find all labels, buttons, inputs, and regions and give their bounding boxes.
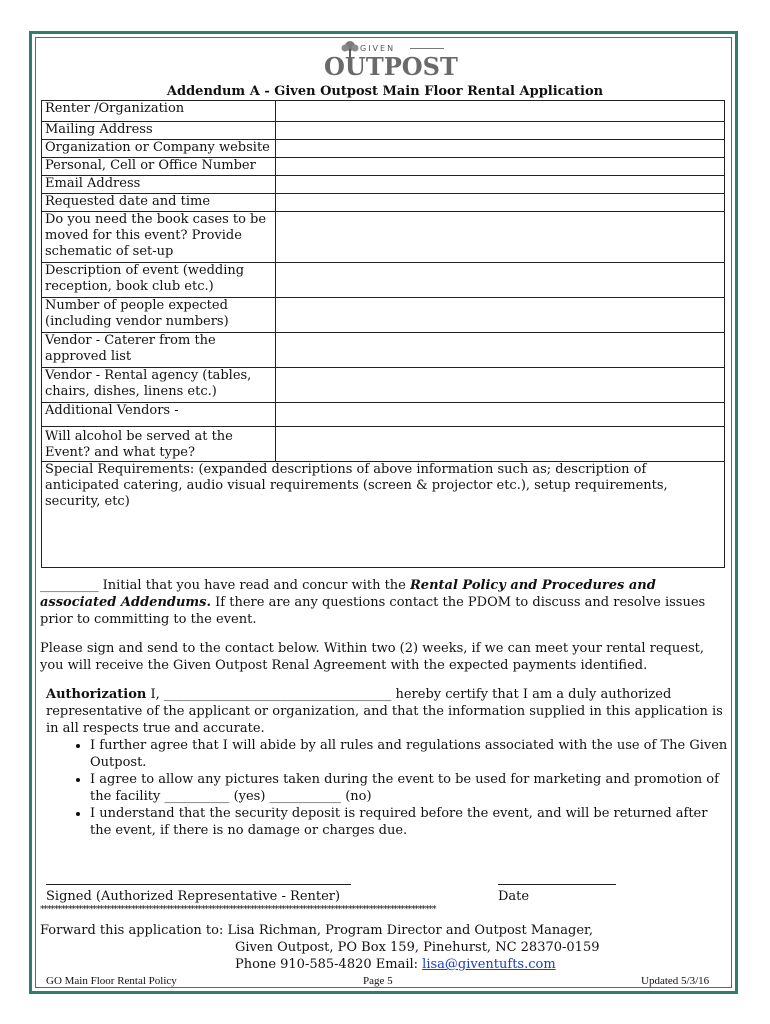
initial-text: Initial that you have read and concur with the (98, 578, 410, 593)
row-label: Personal, Cell or Office Number (42, 158, 276, 176)
website-field[interactable] (276, 140, 725, 158)
initial-blank[interactable]: _________ (40, 578, 99, 593)
date-line[interactable] (498, 884, 616, 885)
logo-rule (410, 48, 444, 49)
authorization-text[interactable]: I, ___________________________________ hereby certify that I am a duly authorized representative of the applicant or organization, and that the information supplied in this application is in all respects true and accurate. (46, 687, 723, 736)
book-cases-field[interactable] (276, 212, 725, 263)
page-title: Addendum A - Given Outpost Main Floor Rental Application (166, 84, 604, 99)
list-item: • I understand that the security deposit is required before the event, and will be returned after the event, if there is no damage or charges due. (90, 805, 730, 839)
people-expected-field[interactable] (276, 298, 725, 333)
row-label: Will alcohol be served at the Event? and what type? (42, 427, 276, 462)
list-item: • I further agree that I will abide by all rules and regulations associated with the use of The Given Outpost. (90, 737, 730, 771)
given-outpost-logo (318, 38, 458, 82)
row-label: Do you need the book cases to be moved for this event? Provide schematic of set-up (42, 212, 276, 263)
caterer-field[interactable] (276, 333, 725, 368)
row-label: Renter /Organization (42, 101, 276, 122)
special-requirements-field[interactable] (42, 462, 725, 568)
logo-given-text: GIVEN (360, 44, 396, 53)
forward-line-3 (235, 956, 725, 973)
terms-list (40, 737, 730, 839)
mailing-address-field[interactable] (276, 122, 725, 140)
authorization-label: Authorization (46, 687, 147, 702)
row-label: Additional Vendors - (42, 403, 276, 427)
row-label: Requested date and time (42, 194, 276, 212)
event-description-field[interactable] (276, 263, 725, 298)
footer-left: GO Main Floor Rental Policy (46, 975, 177, 987)
rental-agency-field[interactable] (276, 368, 725, 403)
renter-organization-field[interactable] (276, 101, 725, 122)
footer-updated: Updated 5/3/16 (641, 975, 710, 987)
email-link[interactable]: lisa@giventufts.com (422, 957, 556, 972)
additional-vendors-field[interactable] (276, 403, 725, 427)
row-label: Mailing Address (42, 122, 276, 140)
rental-policy-emphasis: Rental Policy and Procedures and associated Addendums. (40, 578, 656, 610)
sign-send-paragraph: Please sign and send to the contact below. Within two (2) weeks, if we can meet your rental request, you will receive the Given Outpost Renal Agreement with the expected payments identified. (40, 641, 704, 673)
forward-line-2: Given Outpost, PO Box 159, Pinehurst, NC 28370-0159 (235, 940, 600, 955)
footer-page-number: Page 5 (363, 975, 393, 987)
authorization-paragraph (46, 686, 730, 737)
signed-label: Signed (Authorized Representative - Renter) (46, 889, 341, 904)
row-label: Vendor - Caterer from the approved list (42, 333, 276, 368)
logo-outpost-text: OUTPOST (324, 52, 458, 81)
alcohol-field[interactable] (276, 427, 725, 462)
date-time-field[interactable] (276, 194, 725, 212)
special-requirements-label: Special Requirements: (expanded descriptions of above information such as; description of anticipated catering, audio visual requirements (screen & projector etc.), setup requirements, security, etc) (45, 462, 668, 509)
initial-text-2: If there are any questions contact the PDOM to discuss and resolve issues prior to committing to the event. (40, 595, 706, 627)
list-item[interactable]: • I agree to allow any pictures taken during the event to be used for marketing and promotion of the facility __________ (yes) ___________ (no) (90, 771, 730, 805)
email-field[interactable] (276, 176, 725, 194)
row-label: Description of event (wedding reception, book club etc.) (42, 263, 276, 298)
initial-paragraph (40, 577, 730, 628)
row-label: Number of people expected (including vendor numbers) (42, 298, 276, 333)
forward-line-1: Forward this application to: Lisa Richman, Program Director and Outpost Manager, (40, 923, 593, 938)
phone-email-text: Phone 910-585-4820 Email: (235, 957, 423, 972)
row-label: Vendor - Rental agency (tables, chairs, dishes, linens etc.) (42, 368, 276, 403)
phone-field[interactable] (276, 158, 725, 176)
row-label: Email Address (42, 176, 276, 194)
application-form-table (41, 100, 725, 568)
separator-stars: ***************************************************************************************************************** (40, 905, 436, 915)
date-label: Date (498, 889, 530, 904)
signature-line[interactable] (46, 884, 351, 885)
row-label: Organization or Company website (42, 140, 276, 158)
